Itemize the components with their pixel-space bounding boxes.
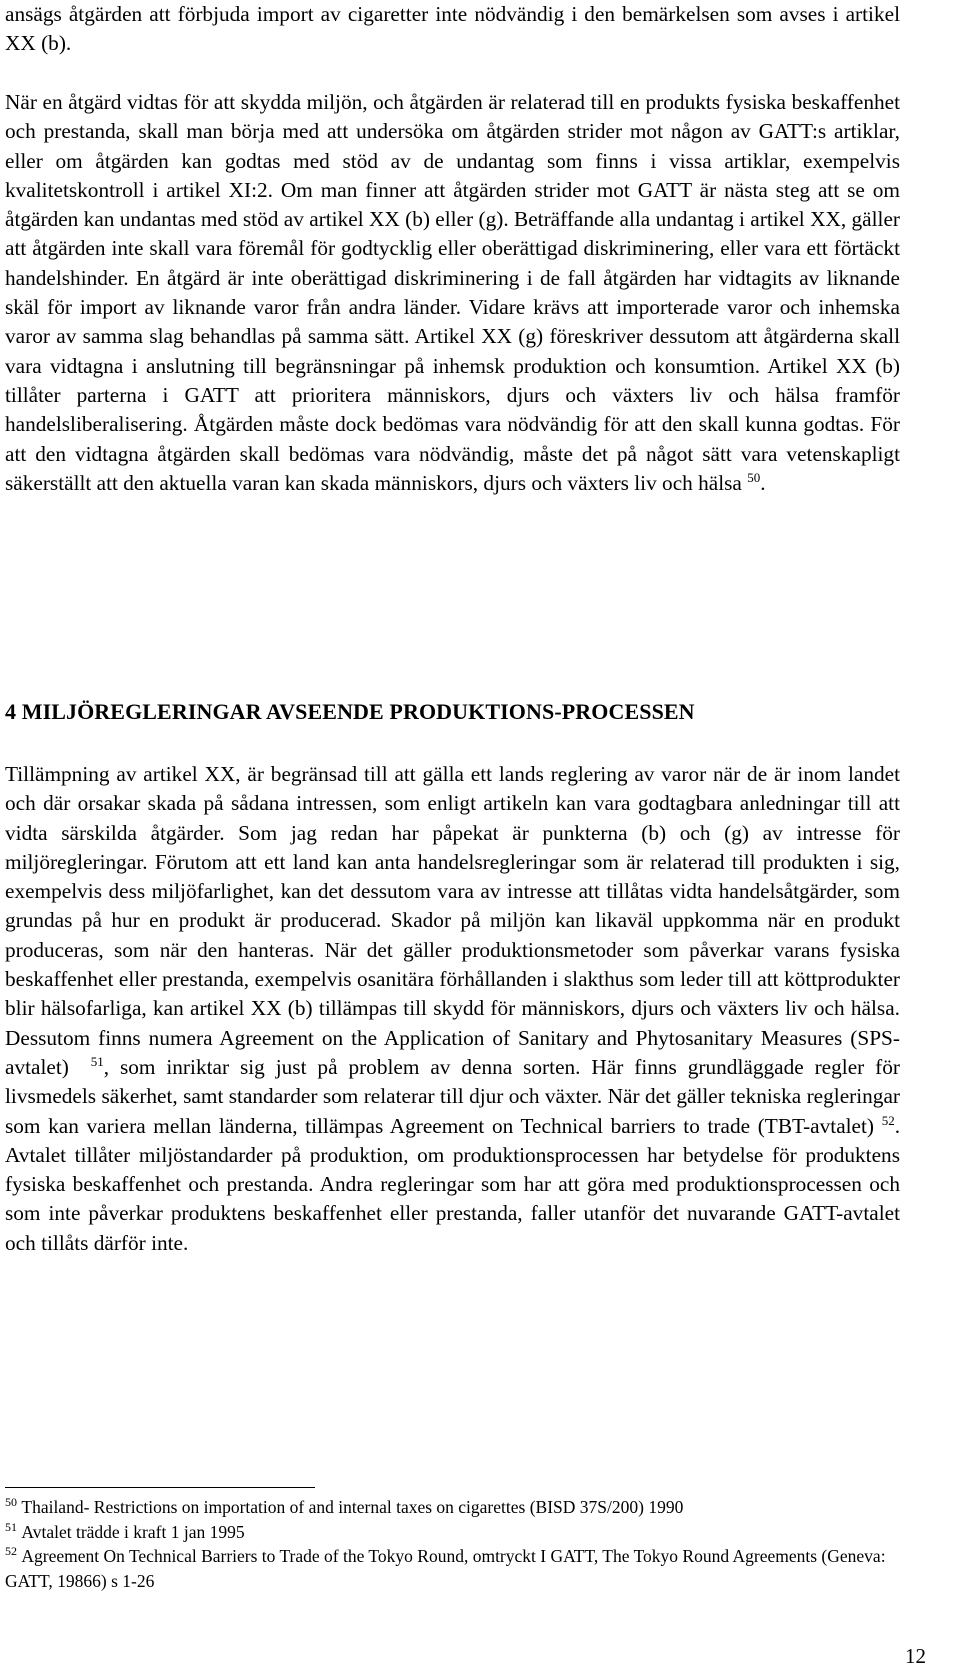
footnote-50	[5, 1495, 900, 1520]
footnote-ref-50[interactable]: 50	[747, 469, 761, 485]
footnote-number: 50	[5, 1495, 17, 1509]
paragraph-text: När en åtgärd vidtas för att skydda miljön, och åtgärden är relaterad till en produkts fysiska beskaffenhet och prestanda, skall man börja med att undersöka om åtgärden strider mot någon av GATT:s artiklar, eller om åtgärden kan godtas med stöd av de undantag som finns i vissa artiklar, exempelvis kvalitetskontroll i artikel XI:2. Om man finner att åtgärden strider mot GATT är nästa steg att se om åtgärden kan undantas med stöd av artikel XX (b) eller (g). Beträffande alla undantag i artikel XX, gäller att åtgärden inte skall vara föremål för godtycklig eller oberättigad diskriminering, eller vara ett förtäckt handelshinder. En åtgärd är inte oberättigad diskriminering i de fall åtgärden har vidtagits av liknande skäl för import av liknande varor från andra länder. Vidare krävs att importerade varor och inhemska varor av samma slag behandlas på samma sätt. Artikel XX (g) föreskriver dessutom att åtgärderna skall vara vidtagna i anslutning till begränsningar på inhemsk produktion och konsumtion. Artikel XX (b) tillåter parterna i GATT att prioritera människors, djurs och växters liv och hälsa framför handelsliberalisering. Åtgärden måste dock bedömas vara nödvändig för att den skall kunna godtas. För att den vidtagna åtgärden skall bedömas vara nödvändig, måste det på något sätt vara vetenskapligt säkerställt att den aktuella varan kan skada människors, djurs och växters liv och hälsa	[5, 90, 900, 495]
footnote-text: Avtalet trädde i kraft 1 jan 1995	[21, 1521, 245, 1542]
section-heading: 4 MILJÖREGLERINGAR AVSEENDE PRODUKTIONS-PROCESSEN	[5, 699, 695, 724]
footnote-text: Thailand- Restrictions on importation of and internal taxes on cigarettes (BISD 37S/200) 1990	[21, 1497, 684, 1517]
footnote-separator	[5, 1487, 315, 1488]
footnote-ref-51[interactable]: 51	[90, 1053, 104, 1069]
body-paragraph-production-process	[5, 760, 900, 1258]
section-text-b: , som inriktar sig just på problem av denna sorten. Här finns grundläggade regler för livsmedels säkerhet, samt standarder som relaterar till djur och växter. När det gäller tekniska regleringar som kan variera mellan länderna, tillämpas Agreement on Technical barriers to trade (TBT-avtalet)	[5, 1054, 900, 1138]
footnote-text: Agreement On Technical Barriers to Trade of the Tokyo Round, omtryckt I GATT, The Tokyo Round Agreements (Geneva: GATT, 19866) s 1-26	[5, 1546, 886, 1591]
footnotes	[5, 1495, 900, 1593]
footnote-number: 52	[5, 1544, 17, 1558]
paragraph-text-end: .	[760, 470, 766, 495]
footnote-number: 51	[5, 1519, 17, 1534]
footnote-52	[5, 1544, 900, 1593]
section-text-a: Tillämpning av artikel XX, är begränsad till att gälla ett lands reglering av varor när de är inom landet och där orsakar skada på sådana intressen, som enligt artikeln kan vara godtagbara anledningar till att vidta särskilda åtgärder. Som jag redan har påpekat är punkterna (b) och (g) av intresse för miljöregleringar. Förutom att ett land kan anta handelsregleringar som är relaterad till produkten i sig, exempelvis dess miljöfarlighet, kan det dessutom vara av intresse att tillåtas vidta handelsåtgärder, som grundas på hur en produkt är producerad. Skador på miljön kan likaväl uppkomma när en produkt produceras, som när den hanteras. När det gäller produktionsmetoder som påverkar varans fysiska beskaffenhet eller prestanda, exempelvis osanitära förhållanden i slakthus som leder till att köttprodukter blir hälsofarliga, kan artikel XX (b) tillämpas till skydd för människors, djurs och växters liv och hälsa. Dessutom finns numera Agreement on the Application of Sanitary and Phytosanitary Measures (SPS-avtalet)	[5, 762, 900, 1079]
footnote-ref-52[interactable]: 52	[881, 1112, 895, 1128]
section-text-c: . Avtalet tillåter miljöstandarder på produktion, om produktionsprocessen har betydelse för produktens fysiska beskaffenhet och prestanda. Andra regleringar som har att göra med produktionsprocessen och som inte påverkar produktens beskaffenhet eller prestanda, faller utanför det nuvarande GATT-avtalet och tillåts därför inte.	[5, 1113, 901, 1255]
body-paragraph-gatt-exceptions	[5, 88, 900, 498]
continuation-paragraph	[5, 0, 900, 59]
footnote-51	[5, 1520, 900, 1545]
page-number: 12	[905, 1644, 926, 1668]
continuation-text: ansägs åtgärden att förbjuda import av cigaretter inte nödvändig i den bemärkelsen som avses i artikel XX (b).	[5, 2, 900, 56]
